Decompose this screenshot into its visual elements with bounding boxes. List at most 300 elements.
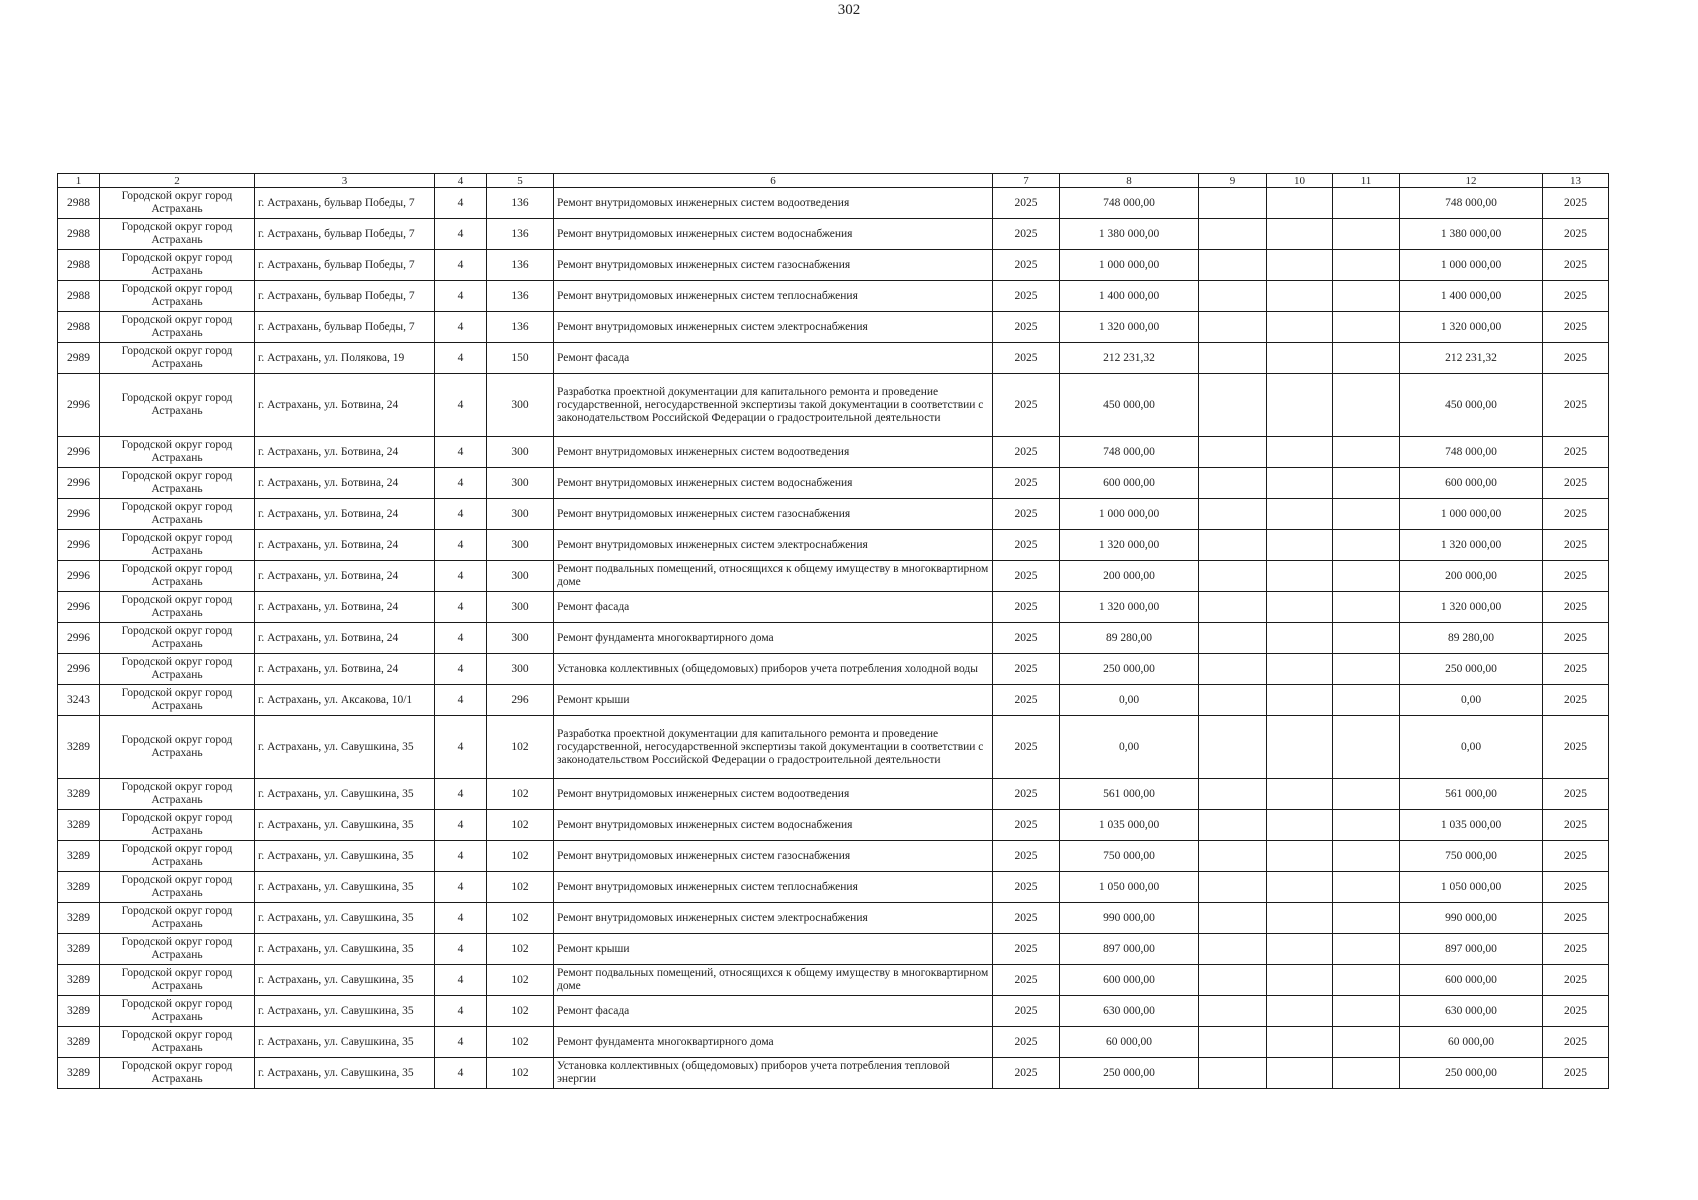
work-type: Ремонт фундамента многоквартирного дома	[554, 1027, 993, 1058]
address: г. Астрахань, ул. Савушкина, 35	[255, 872, 435, 903]
col-11-value	[1333, 716, 1400, 779]
completion-year: 2025	[1543, 841, 1609, 872]
municipality: Городской округ город Астрахань	[100, 965, 255, 996]
row-number: 2996	[58, 530, 100, 561]
address: г. Астрахань, ул. Ботвина, 24	[255, 530, 435, 561]
col-5-value: 136	[487, 188, 554, 219]
col-4-value: 4	[435, 374, 487, 437]
municipality: Городской округ город Астрахань	[100, 872, 255, 903]
planned-year: 2025	[993, 437, 1060, 468]
row-number: 2988	[58, 312, 100, 343]
municipality: Городской округ город Астрахань	[100, 654, 255, 685]
planned-year: 2025	[993, 623, 1060, 654]
col-9-value	[1199, 219, 1267, 250]
planned-year: 2025	[993, 810, 1060, 841]
table-row	[58, 437, 1609, 468]
col-9-value	[1199, 374, 1267, 437]
work-type: Ремонт фасада	[554, 996, 993, 1027]
col-10-value	[1267, 592, 1333, 623]
address: г. Астрахань, ул. Ботвина, 24	[255, 561, 435, 592]
table-row	[58, 250, 1609, 281]
completion-year: 2025	[1543, 592, 1609, 623]
completion-year: 2025	[1543, 623, 1609, 654]
col-10-value	[1267, 841, 1333, 872]
cost-amount: 1 050 000,00	[1400, 872, 1543, 903]
total-cost: 1 400 000,00	[1060, 281, 1199, 312]
cost-amount: 250 000,00	[1400, 1058, 1543, 1089]
table-row	[58, 499, 1609, 530]
col-11-value	[1333, 654, 1400, 685]
row-number: 2996	[58, 374, 100, 437]
work-type: Ремонт внутридомовых инженерных систем водоснабжения	[554, 219, 993, 250]
address: г. Астрахань, ул. Ботвина, 24	[255, 623, 435, 654]
work-type: Ремонт внутридомовых инженерных систем водоснабжения	[554, 468, 993, 499]
col-9-value	[1199, 343, 1267, 374]
planned-year: 2025	[993, 934, 1060, 965]
col-10-value	[1267, 1058, 1333, 1089]
column-number: 7	[993, 174, 1060, 188]
col-4-value: 4	[435, 903, 487, 934]
col-11-value	[1333, 250, 1400, 281]
cost-amount: 250 000,00	[1400, 654, 1543, 685]
cost-amount: 561 000,00	[1400, 779, 1543, 810]
work-type: Установка коллективных (общедомовых) приборов учета потребления холодной воды	[554, 654, 993, 685]
table-row	[58, 685, 1609, 716]
col-10-value	[1267, 312, 1333, 343]
col-9-value	[1199, 841, 1267, 872]
planned-year: 2025	[993, 779, 1060, 810]
planned-year: 2025	[993, 996, 1060, 1027]
municipality: Городской округ город Астрахань	[100, 1027, 255, 1058]
col-5-value: 102	[487, 1027, 554, 1058]
col-4-value: 4	[435, 996, 487, 1027]
total-cost: 630 000,00	[1060, 996, 1199, 1027]
col-5-value: 300	[487, 499, 554, 530]
completion-year: 2025	[1543, 654, 1609, 685]
col-5-value: 296	[487, 685, 554, 716]
total-cost: 600 000,00	[1060, 468, 1199, 499]
address: г. Астрахань, ул. Ботвина, 24	[255, 654, 435, 685]
row-number: 2996	[58, 437, 100, 468]
table-row	[58, 934, 1609, 965]
col-5-value: 102	[487, 872, 554, 903]
col-11-value	[1333, 903, 1400, 934]
col-5-value: 102	[487, 934, 554, 965]
row-number: 3243	[58, 685, 100, 716]
table-row	[58, 1058, 1609, 1089]
work-type: Ремонт внутридомовых инженерных систем газоснабжения	[554, 499, 993, 530]
col-10-value	[1267, 468, 1333, 499]
table-row	[58, 810, 1609, 841]
col-9-value	[1199, 810, 1267, 841]
col-4-value: 4	[435, 188, 487, 219]
address: г. Астрахань, ул. Савушкина, 35	[255, 965, 435, 996]
col-11-value	[1333, 779, 1400, 810]
col-4-value: 4	[435, 592, 487, 623]
planned-year: 2025	[993, 654, 1060, 685]
column-number: 1	[58, 174, 100, 188]
municipality: Городской округ город Астрахань	[100, 685, 255, 716]
col-4-value: 4	[435, 623, 487, 654]
municipality: Городской округ город Астрахань	[100, 1058, 255, 1089]
planned-year: 2025	[993, 499, 1060, 530]
work-type: Ремонт внутридомовых инженерных систем водоотведения	[554, 188, 993, 219]
row-number: 3289	[58, 841, 100, 872]
table-row	[58, 965, 1609, 996]
col-10-value	[1267, 437, 1333, 468]
col-10-value	[1267, 250, 1333, 281]
col-11-value	[1333, 561, 1400, 592]
col-11-value	[1333, 1058, 1400, 1089]
column-number: 11	[1333, 174, 1400, 188]
municipality: Городской округ город Астрахань	[100, 779, 255, 810]
col-9-value	[1199, 312, 1267, 343]
total-cost: 60 000,00	[1060, 1027, 1199, 1058]
col-10-value	[1267, 903, 1333, 934]
cost-amount: 212 231,32	[1400, 343, 1543, 374]
col-5-value: 300	[487, 592, 554, 623]
work-type: Установка коллективных (общедомовых) приборов учета потребления тепловой энергии	[554, 1058, 993, 1089]
municipality: Городской округ город Астрахань	[100, 312, 255, 343]
col-5-value: 102	[487, 779, 554, 810]
col-10-value	[1267, 996, 1333, 1027]
planned-year: 2025	[993, 965, 1060, 996]
col-10-value	[1267, 965, 1333, 996]
work-type: Ремонт фундамента многоквартирного дома	[554, 623, 993, 654]
cost-amount: 1 320 000,00	[1400, 312, 1543, 343]
planned-year: 2025	[993, 1058, 1060, 1089]
municipality: Городской округ город Астрахань	[100, 188, 255, 219]
col-10-value	[1267, 188, 1333, 219]
planned-year: 2025	[993, 685, 1060, 716]
table-row	[58, 872, 1609, 903]
work-type: Ремонт подвальных помещений, относящихся к общему имуществу в многоквартирном доме	[554, 561, 993, 592]
col-5-value: 136	[487, 312, 554, 343]
address: г. Астрахань, ул. Аксакова, 10/1	[255, 685, 435, 716]
col-10-value	[1267, 499, 1333, 530]
col-11-value	[1333, 468, 1400, 499]
cost-amount: 1 000 000,00	[1400, 499, 1543, 530]
page-number: 302	[837, 2, 861, 18]
work-type: Ремонт внутридомовых инженерных систем электроснабжения	[554, 530, 993, 561]
col-9-value	[1199, 623, 1267, 654]
col-5-value: 300	[487, 468, 554, 499]
col-4-value: 4	[435, 965, 487, 996]
col-10-value	[1267, 374, 1333, 437]
table-row	[58, 468, 1609, 499]
column-number: 5	[487, 174, 554, 188]
col-4-value: 4	[435, 810, 487, 841]
total-cost: 1 000 000,00	[1060, 250, 1199, 281]
work-type: Ремонт внутридомовых инженерных систем водоотведения	[554, 779, 993, 810]
cost-amount: 897 000,00	[1400, 934, 1543, 965]
work-type: Ремонт внутридомовых инженерных систем теплоснабжения	[554, 281, 993, 312]
col-4-value: 4	[435, 1027, 487, 1058]
total-cost: 1 050 000,00	[1060, 872, 1199, 903]
col-11-value	[1333, 685, 1400, 716]
col-9-value	[1199, 996, 1267, 1027]
column-number: 6	[554, 174, 993, 188]
address: г. Астрахань, ул. Ботвина, 24	[255, 437, 435, 468]
cost-amount: 748 000,00	[1400, 188, 1543, 219]
col-5-value: 102	[487, 841, 554, 872]
row-number: 2996	[58, 499, 100, 530]
cost-amount: 990 000,00	[1400, 903, 1543, 934]
table-row	[58, 716, 1609, 779]
col-5-value: 136	[487, 219, 554, 250]
column-number: 4	[435, 174, 487, 188]
work-type: Разработка проектной документации для капитального ремонта и проведение государственной, негосударственной экспертизы такой документации в соответствии с законодательством Российской Федерации о градостроительной деятельности	[554, 374, 993, 437]
cost-amount: 450 000,00	[1400, 374, 1543, 437]
total-cost: 1 320 000,00	[1060, 530, 1199, 561]
col-5-value: 300	[487, 561, 554, 592]
municipality: Городской округ город Астрахань	[100, 374, 255, 437]
work-type: Ремонт подвальных помещений, относящихся к общему имуществу в многоквартирном доме	[554, 965, 993, 996]
row-number: 2996	[58, 468, 100, 499]
total-cost: 0,00	[1060, 716, 1199, 779]
address: г. Астрахань, ул. Савушкина, 35	[255, 779, 435, 810]
cost-amount: 200 000,00	[1400, 561, 1543, 592]
col-11-value	[1333, 530, 1400, 561]
municipality: Городской округ город Астрахань	[100, 996, 255, 1027]
completion-year: 2025	[1543, 561, 1609, 592]
table-row	[58, 654, 1609, 685]
row-number: 2989	[58, 343, 100, 374]
work-type: Ремонт внутридомовых инженерных систем газоснабжения	[554, 250, 993, 281]
col-9-value	[1199, 281, 1267, 312]
col-9-value	[1199, 654, 1267, 685]
work-type: Разработка проектной документации для капитального ремонта и проведение государственной, негосударственной экспертизы такой документации в соответствии с законодательством Российской Федерации о градостроительной деятельности	[554, 716, 993, 779]
municipality: Городской округ город Астрахань	[100, 219, 255, 250]
address: г. Астрахань, ул. Ботвина, 24	[255, 499, 435, 530]
column-number-row	[58, 174, 1609, 188]
cost-amount: 600 000,00	[1400, 468, 1543, 499]
completion-year: 2025	[1543, 250, 1609, 281]
municipality: Городской округ город Астрахань	[100, 437, 255, 468]
col-4-value: 4	[435, 468, 487, 499]
col-11-value	[1333, 219, 1400, 250]
row-number: 2988	[58, 188, 100, 219]
row-number: 2996	[58, 592, 100, 623]
column-number: 3	[255, 174, 435, 188]
row-number: 3289	[58, 965, 100, 996]
col-4-value: 4	[435, 934, 487, 965]
work-type: Ремонт фасада	[554, 592, 993, 623]
col-4-value: 4	[435, 281, 487, 312]
total-cost: 89 280,00	[1060, 623, 1199, 654]
total-cost: 1 320 000,00	[1060, 592, 1199, 623]
col-11-value	[1333, 810, 1400, 841]
total-cost: 1 320 000,00	[1060, 312, 1199, 343]
col-10-value	[1267, 530, 1333, 561]
municipality: Городской округ город Астрахань	[100, 281, 255, 312]
col-5-value: 300	[487, 437, 554, 468]
address: г. Астрахань, ул. Савушкина, 35	[255, 1027, 435, 1058]
col-9-value	[1199, 716, 1267, 779]
address: г. Астрахань, ул. Ботвина, 24	[255, 468, 435, 499]
completion-year: 2025	[1543, 716, 1609, 779]
work-type: Ремонт фасада	[554, 343, 993, 374]
planned-year: 2025	[993, 343, 1060, 374]
col-9-value	[1199, 250, 1267, 281]
col-9-value	[1199, 779, 1267, 810]
col-5-value: 150	[487, 343, 554, 374]
cost-amount: 630 000,00	[1400, 996, 1543, 1027]
row-number: 2996	[58, 561, 100, 592]
col-4-value: 4	[435, 343, 487, 374]
col-4-value: 4	[435, 654, 487, 685]
completion-year: 2025	[1543, 872, 1609, 903]
col-10-value	[1267, 1027, 1333, 1058]
cost-amount: 0,00	[1400, 685, 1543, 716]
col-4-value: 4	[435, 437, 487, 468]
col-5-value: 300	[487, 530, 554, 561]
cost-amount: 60 000,00	[1400, 1027, 1543, 1058]
col-9-value	[1199, 437, 1267, 468]
col-4-value: 4	[435, 561, 487, 592]
row-number: 2988	[58, 281, 100, 312]
col-4-value: 4	[435, 685, 487, 716]
completion-year: 2025	[1543, 343, 1609, 374]
total-cost: 450 000,00	[1060, 374, 1199, 437]
col-9-value	[1199, 592, 1267, 623]
col-5-value: 300	[487, 623, 554, 654]
planned-year: 2025	[993, 374, 1060, 437]
planned-year: 2025	[993, 468, 1060, 499]
total-cost: 0,00	[1060, 685, 1199, 716]
completion-year: 2025	[1543, 499, 1609, 530]
completion-year: 2025	[1543, 281, 1609, 312]
planned-year: 2025	[993, 841, 1060, 872]
completion-year: 2025	[1543, 965, 1609, 996]
col-5-value: 102	[487, 903, 554, 934]
register-table	[57, 173, 1609, 1089]
table-row	[58, 779, 1609, 810]
completion-year: 2025	[1543, 530, 1609, 561]
completion-year: 2025	[1543, 934, 1609, 965]
address: г. Астрахань, ул. Савушкина, 35	[255, 934, 435, 965]
col-9-value	[1199, 872, 1267, 903]
completion-year: 2025	[1543, 996, 1609, 1027]
cost-amount: 89 280,00	[1400, 623, 1543, 654]
row-number: 3289	[58, 810, 100, 841]
col-5-value: 102	[487, 716, 554, 779]
address: г. Астрахань, бульвар Победы, 7	[255, 219, 435, 250]
col-4-value: 4	[435, 716, 487, 779]
table-row	[58, 841, 1609, 872]
col-10-value	[1267, 872, 1333, 903]
address: г. Астрахань, бульвар Победы, 7	[255, 312, 435, 343]
col-11-value	[1333, 934, 1400, 965]
address: г. Астрахань, ул. Савушкина, 35	[255, 810, 435, 841]
col-4-value: 4	[435, 219, 487, 250]
col-5-value: 300	[487, 374, 554, 437]
total-cost: 250 000,00	[1060, 1058, 1199, 1089]
cost-amount: 1 400 000,00	[1400, 281, 1543, 312]
col-9-value	[1199, 499, 1267, 530]
address: г. Астрахань, ул. Савушкина, 35	[255, 841, 435, 872]
col-5-value: 136	[487, 250, 554, 281]
col-9-value	[1199, 965, 1267, 996]
column-number: 12	[1400, 174, 1543, 188]
total-cost: 897 000,00	[1060, 934, 1199, 965]
municipality: Городской округ город Астрахань	[100, 716, 255, 779]
address: г. Астрахань, бульвар Победы, 7	[255, 188, 435, 219]
col-10-value	[1267, 343, 1333, 374]
table-row	[58, 903, 1609, 934]
col-9-value	[1199, 530, 1267, 561]
cost-amount: 1 320 000,00	[1400, 592, 1543, 623]
municipality: Городской округ город Астрахань	[100, 250, 255, 281]
completion-year: 2025	[1543, 468, 1609, 499]
planned-year: 2025	[993, 312, 1060, 343]
col-5-value: 102	[487, 996, 554, 1027]
column-number: 10	[1267, 174, 1333, 188]
row-number: 3289	[58, 1027, 100, 1058]
table-row	[58, 188, 1609, 219]
table-row	[58, 374, 1609, 437]
planned-year: 2025	[993, 281, 1060, 312]
total-cost: 200 000,00	[1060, 561, 1199, 592]
address: г. Астрахань, ул. Савушкина, 35	[255, 1058, 435, 1089]
row-number: 3289	[58, 779, 100, 810]
address: г. Астрахань, ул. Полякова, 19	[255, 343, 435, 374]
address: г. Астрахань, ул. Ботвина, 24	[255, 592, 435, 623]
col-11-value	[1333, 996, 1400, 1027]
row-number: 2996	[58, 654, 100, 685]
row-number: 2988	[58, 250, 100, 281]
total-cost: 1 000 000,00	[1060, 499, 1199, 530]
municipality: Городской округ город Астрахань	[100, 499, 255, 530]
col-9-value	[1199, 685, 1267, 716]
col-10-value	[1267, 654, 1333, 685]
total-cost: 212 231,32	[1060, 343, 1199, 374]
col-9-value	[1199, 468, 1267, 499]
col-10-value	[1267, 810, 1333, 841]
col-9-value	[1199, 1027, 1267, 1058]
col-11-value	[1333, 374, 1400, 437]
address: г. Астрахань, бульвар Победы, 7	[255, 250, 435, 281]
completion-year: 2025	[1543, 779, 1609, 810]
col-5-value: 300	[487, 654, 554, 685]
col-11-value	[1333, 592, 1400, 623]
col-11-value	[1333, 437, 1400, 468]
work-type: Ремонт крыши	[554, 685, 993, 716]
table-row	[58, 1027, 1609, 1058]
column-number: 8	[1060, 174, 1199, 188]
planned-year: 2025	[993, 219, 1060, 250]
col-10-value	[1267, 779, 1333, 810]
total-cost: 750 000,00	[1060, 841, 1199, 872]
col-11-value	[1333, 312, 1400, 343]
row-number: 2996	[58, 623, 100, 654]
row-number: 3289	[58, 872, 100, 903]
planned-year: 2025	[993, 188, 1060, 219]
work-type: Ремонт внутридомовых инженерных систем водоснабжения	[554, 810, 993, 841]
municipality: Городской округ город Астрахань	[100, 343, 255, 374]
col-9-value	[1199, 1058, 1267, 1089]
municipality: Городской округ город Астрахань	[100, 468, 255, 499]
col-4-value: 4	[435, 250, 487, 281]
address: г. Астрахань, ул. Савушкина, 35	[255, 903, 435, 934]
col-11-value	[1333, 343, 1400, 374]
col-10-value	[1267, 561, 1333, 592]
completion-year: 2025	[1543, 903, 1609, 934]
col-9-value	[1199, 188, 1267, 219]
col-4-value: 4	[435, 530, 487, 561]
planned-year: 2025	[993, 872, 1060, 903]
completion-year: 2025	[1543, 188, 1609, 219]
